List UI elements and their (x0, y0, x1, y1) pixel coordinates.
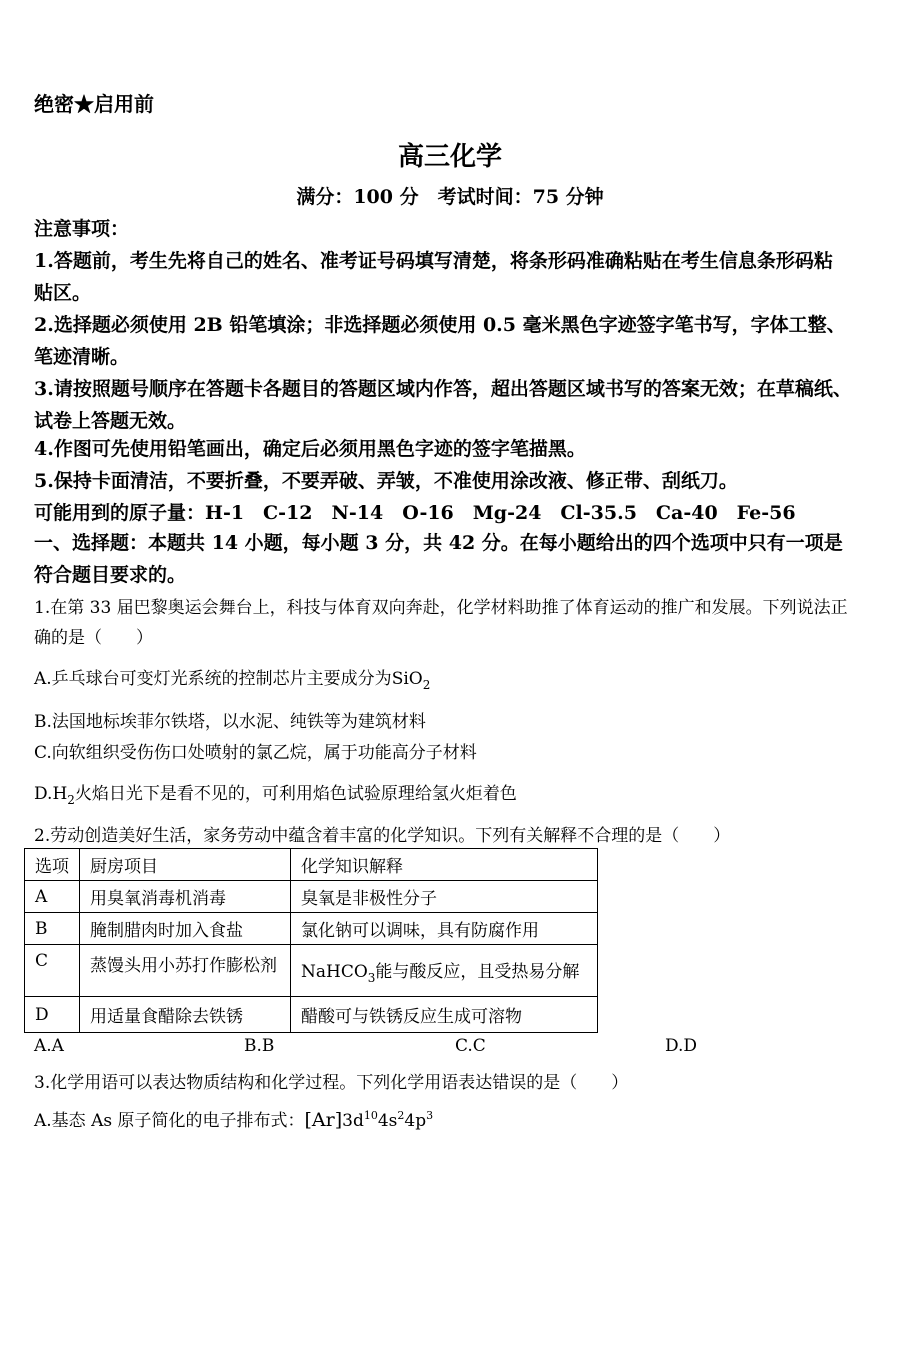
table-row (25, 913, 598, 945)
atomic-masses: 可能用到的原子量：H-1 C-12 N-14 O-16 Mg-24 Cl-35.5 Ca-40 Fe-56 (34, 502, 796, 524)
note-2-line-2: 笔迹清晰。 (34, 346, 130, 368)
note-5: 5.保持卡面清洁，不要折叠，不要弄破、弄皱，不准使用涂改液、修正带、刮纸刀。 (34, 470, 738, 492)
argon-core: [Ar] (304, 1109, 343, 1131)
table-cell-formula (291, 945, 598, 997)
q1-stem-line-1: 1.在第 33 届巴黎奥运会舞台上，科技与体育双向奔赴，化学材料助推了体育运动的推广和发展。下列说法正 (34, 598, 848, 618)
table-cell: B (25, 913, 80, 945)
table-cell: 氯化钠可以调味，具有防腐作用 (291, 913, 598, 945)
q1-option-d (34, 779, 517, 807)
table-row (25, 997, 598, 1033)
note-1-line-1: 1.答题前，考生先将自己的姓名、准考证号码填写清楚，将条形码准确粘贴在考生信息条形码粘 (34, 250, 833, 272)
table-cell: 腌制腊肉时加入食盐 (80, 913, 291, 945)
orbital-4s-sup: 2 (397, 1109, 405, 1122)
q1-option-c: C.向软组织受伤伤口处喷射的氯乙烷，属于功能高分子材料 (34, 743, 477, 763)
q2-answer-c: C.C (455, 1036, 486, 1056)
q1-option-d-subscript: 2 (67, 793, 75, 807)
q2-table (24, 848, 598, 1033)
table-row (25, 881, 598, 913)
orbital-3d-sup: 10 (363, 1109, 378, 1122)
q1-option-d-formula: H (52, 784, 68, 804)
q1-option-b: B.法国地标埃菲尔铁塔，以水泥、纯铁等为建筑材料 (34, 712, 426, 732)
q1-option-a-formula: SiO (391, 669, 423, 689)
q2-answer-a: A.A (34, 1036, 64, 1056)
q3-stem: 3.化学用语可以表达物质结构和化学过程。下列化学用语表达错误的是（ ） (34, 1073, 629, 1093)
q1-option-d-text: 火焰日光下是看不见的，可利用焰色试验原理给氢火炬着色 (74, 784, 517, 804)
q3-option-a-text: A.基态 As 原子简化的电子排布式： (34, 1111, 305, 1131)
q1-option-a-text: A.乒乓球台可变灯光系统的控制芯片主要成分为 (34, 669, 392, 689)
nahco3-subscript: 3 (367, 970, 376, 985)
q1-option-a (34, 664, 430, 692)
orbital-4s: 4s (377, 1111, 398, 1131)
exam-info: 满分：100 分 考试时间：75 分钟 (296, 186, 604, 208)
table-header-row (25, 849, 598, 881)
table-row (25, 945, 598, 997)
note-4: 4.作图可先使用铅笔画出，确定后必须用黑色字迹的签字笔描黑。 (34, 438, 586, 460)
table-cell: A (25, 881, 80, 913)
q1-option-d-label: D. (34, 784, 53, 804)
table-cell: 用适量食醋除去铁锈 (80, 997, 291, 1033)
note-3-line-2: 试卷上答题无效。 (34, 410, 187, 432)
note-3-line-1: 3.请按照题号顺序在答题卡各题目的答题区域内作答，超出答题区域书写的答案无效；在草稿纸、 (34, 378, 852, 400)
notes-heading: 注意事项： (34, 218, 130, 240)
orbital-4p: 4p (404, 1111, 427, 1131)
table-header-cell: 化学知识解释 (291, 849, 598, 881)
q2-answer-d: D.D (665, 1036, 698, 1056)
section-1-line-1: 一、选择题：本题共 14 小题，每小题 3 分，共 42 分。在每小题给出的四个选项中只有一项是 (34, 532, 843, 554)
note-2-line-1: 2.选择题必须使用 2B 铅笔填涂；非选择题必须使用 0.5 毫米黑色字迹签字笔书写，字体工整、 (34, 314, 846, 336)
q2-stem: 2.劳动创造美好生活，家务劳动中蕴含着丰富的化学知识。下列有关解释不合理的是（ ） (34, 826, 731, 846)
confidential-mark: 绝密★启用前 (34, 92, 154, 116)
orbital-3d: 3d (342, 1111, 364, 1131)
table-cell: 蒸馒头用小苏打作膨松剂 (80, 945, 291, 997)
q2-answer-b: B.B (244, 1036, 275, 1056)
q1-option-a-subscript: 2 (422, 678, 431, 692)
table-cell-text: 能与酸反应，且受热易分解 (375, 961, 580, 982)
table-cell: 用臭氧消毒机消毒 (80, 881, 291, 913)
q3-option-a (34, 1106, 433, 1131)
table-cell: 臭氧是非极性分子 (291, 881, 598, 913)
table-header-cell: 选项 (25, 849, 80, 881)
section-1-line-2: 符合题目要求的。 (34, 564, 187, 586)
q1-stem-line-2: 确的是（ ） (34, 628, 153, 648)
table-header-cell: 厨房项目 (80, 849, 291, 881)
orbital-4p-sup: 3 (426, 1109, 434, 1122)
table-cell: D (25, 997, 80, 1033)
nahco3-formula: NaHCO (301, 961, 368, 982)
table-cell: 醋酸可与铁锈反应生成可溶物 (291, 997, 598, 1033)
note-1-line-2: 贴区。 (34, 282, 92, 304)
page-title: 高三化学 (397, 142, 502, 172)
table-cell: C (25, 945, 80, 997)
